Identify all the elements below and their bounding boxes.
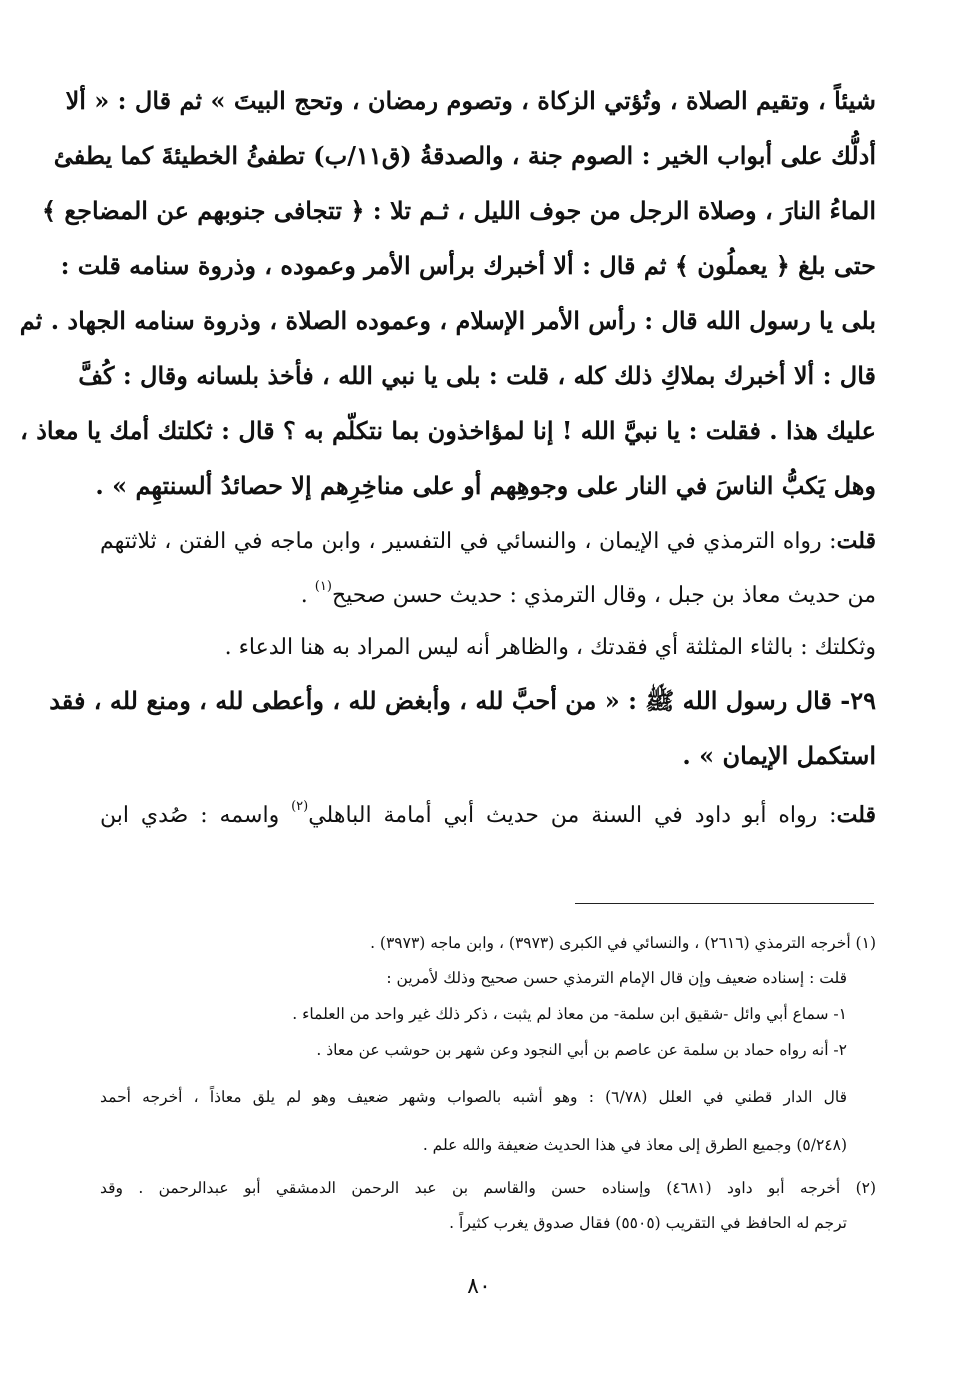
footnote-line: (٢) أخرجه أبو داود (٤٦٨١) وإسناده حسن والقاسم بن عبد الرحمن الدمشقي أبو عبدالرحمن . وقد bbox=[100, 1179, 877, 1197]
footnote-line: قال الدار قطني في العلل (٦/٧٨) : وهو أشبه بالصواب وشهر ضعيف وهو لم يلق معاذاً ، أخرجه أحمد bbox=[100, 1088, 847, 1106]
footnote-line: (١) أخرجه الترمذي (٢٦١٦) ، والنسائي في الكبرى (٣٩٧٣) ، وابن ماجه (٣٩٧٣) . bbox=[370, 934, 876, 952]
commentary-label: قلت bbox=[836, 528, 876, 554]
hadith-line: حتى بلغ ﴿ يعملُون ﴾ ثم قال : ألا أخبرك برأس الأمر وعموده ، وذروة سنامه قلت : bbox=[60, 251, 876, 280]
hadith-line: شيئاً ، وتقيم الصلاة ، وتُؤتي الزكاة ، وتصوم رمضان ، وتحج البيتَ » ثم قال : « ألا bbox=[65, 86, 876, 115]
commentary-text: : رواه أبو داود في السنة من حديث أبي أمامة الباهلي bbox=[308, 803, 837, 828]
hadith-line: الماءُ النارَ ، وصلاة الرجل من جوف الليل ، ثـم تلا : ﴿ تتجافى جنوبهم عن المضاجع ﴾ bbox=[41, 196, 876, 225]
hadith-line: ٢٩- قال رسول الله ﷺ : « من أحبَّ لله ، وأبغض لله ، وأعطى لله ، ومنع لله ، فقد bbox=[49, 686, 876, 715]
hadith-line: عليك هذا . فقلت : يا نبيَّ الله ! إنا لمؤاخذون بما نتكلّم به ؟ قال : ثكلتك أمك يا معاذ ، bbox=[20, 416, 876, 445]
commentary-line bbox=[100, 576, 876, 616]
footnote-ref[interactable]: (٢) bbox=[291, 799, 309, 814]
commentary-text: . bbox=[300, 583, 315, 608]
footnote-line: ٢- أنه رواه حماد بن سلمة عن عاصم بن أبي النجود وعن شهر بن حوشب عن معاذ . bbox=[316, 1041, 847, 1059]
footnote-line: ١- سماع أبي وائل -شقيق ابن سلمة- من معاذ لم يثبت ، ذكر ذلك غير واحد من العلماء . bbox=[292, 1005, 847, 1023]
commentary-text: : رواه الترمذي في الإيمان ، والنسائي في التفسير ، وابن ماجه في الفتن ، ثلاثتهم bbox=[100, 529, 837, 554]
hadith-line: وهل يَكبُّ الناسَ في النار على وجوهِهم أو على مناخِرِهم إلا حصائدُ ألسنتهِم » . bbox=[95, 471, 876, 500]
commentary-label: قلت bbox=[836, 802, 876, 828]
page-number: ٨٠ bbox=[467, 1274, 491, 1299]
footnote-line: (٥/٢٤٨) وجميع الطرق إلى معاذ في هذا الحديث ضعيفة والله علم . bbox=[422, 1136, 847, 1154]
commentary-text: من حديث معاذ بن جبل ، وقال الترمذي : حديث حسن صحيح bbox=[331, 583, 876, 608]
footnote-separator bbox=[575, 903, 874, 904]
hadith-line: قال : ألا أخبرك بملاكِ ذلك كله ، قلت : بلى يا نبي الله ، فأخذ بلسانه وقال : كُفَّ bbox=[78, 361, 876, 390]
commentary-text: واسمه : صُدي ابن bbox=[100, 803, 292, 828]
commentary-line: وثكلتك : بالثاء المثلثة أي فقدتك ، والظاهر أنه ليس المراد به هنا الدعاء . bbox=[224, 635, 876, 660]
footnote-line: قلت : إسناده ضعيف وإن قال الإمام الترمذي حسن صحيح وذلك لأمرين : bbox=[386, 969, 847, 987]
hadith-line: بلى يا رسول الله قال : رأس الأمر الإسلام ، وعموده الصلاة ، وذروة سنامه الجهاد . ثم bbox=[19, 306, 876, 335]
hadith-line: أدلُّك على أبواب الخير : الصوم جنة ، والصدقةُ (ق١١/ب) تطفئُ الخطيئةَ كما يطفئ bbox=[53, 141, 876, 170]
commentary-line bbox=[100, 795, 876, 836]
commentary-line bbox=[100, 521, 876, 562]
footnote-ref[interactable]: (١) bbox=[314, 579, 332, 594]
footnote-line: ترجم له الحافظ في التقريب (٥٥٠٥) فقال صدوق يغرب كثيراً . bbox=[449, 1214, 847, 1232]
hadith-line: استكمل الإيمان » . bbox=[682, 741, 876, 770]
